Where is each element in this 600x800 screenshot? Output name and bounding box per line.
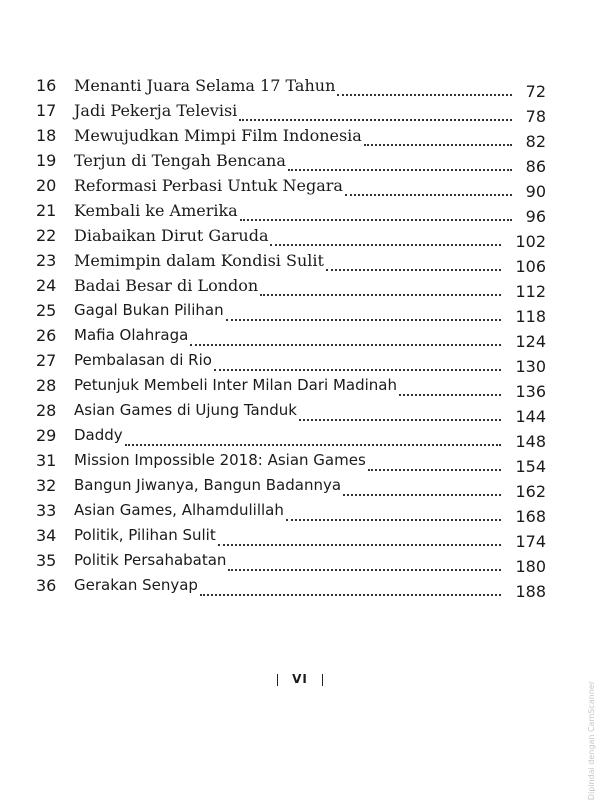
toc-leader-dots	[343, 494, 501, 496]
toc-entry-title: Asian Games, Alhamdulillah	[74, 501, 284, 519]
toc-leader-dots	[299, 419, 501, 421]
page-footer	[0, 672, 600, 686]
toc-leader-dots	[288, 169, 512, 171]
toc-entry-number: 17	[36, 101, 57, 120]
scanner-watermark: Dipindai dengan CamScanner	[587, 681, 596, 800]
toc-entry	[32, 101, 552, 127]
toc-entry-title: Menanti Juara Selama 17 Tahun	[74, 76, 336, 95]
toc-leader-dots	[240, 219, 512, 221]
toc-entry-page: 148	[515, 432, 546, 451]
page-number: VI	[292, 672, 308, 686]
toc-entry-page: 124	[515, 332, 546, 351]
toc-entry-title: Gagal Bukan Pilihan	[74, 301, 224, 319]
toc-entry-page: 72	[525, 82, 546, 101]
toc-entry-page: 86	[525, 157, 546, 176]
toc-entry-title: Politik, Pilihan Sulit	[74, 526, 216, 544]
toc-leader-dots	[270, 244, 501, 246]
toc-entry-title: Bangun Jiwanya, Bangun Badannya	[74, 476, 342, 494]
toc-entry	[32, 476, 552, 502]
toc-entry	[32, 76, 552, 102]
toc-entry-page: 168	[515, 507, 546, 526]
toc-entry-number: 24	[36, 276, 57, 295]
toc-leader-dots	[125, 444, 501, 446]
toc-entry-page: 188	[515, 582, 546, 601]
toc-entry	[32, 401, 552, 427]
toc-entry-page: 130	[515, 357, 546, 376]
toc-entry-title: Asian Games di Ujung Tanduk	[74, 401, 297, 419]
toc-entry	[32, 376, 552, 402]
toc-entry-title: Jadi Pekerja Televisi	[74, 101, 238, 120]
toc-entry-page: 162	[515, 482, 546, 501]
toc-entry	[32, 551, 552, 577]
toc-entry-title: Memimpin dalam Kondisi Sulit	[74, 251, 324, 270]
toc-entry-number: 19	[36, 151, 57, 170]
toc-leader-dots	[214, 369, 501, 371]
toc-entry-title: Gerakan Senyap	[74, 576, 198, 594]
toc-leader-dots	[326, 269, 501, 271]
toc-leader-dots	[345, 194, 512, 196]
toc-entry-title: Daddy	[74, 426, 123, 444]
toc-entry-number: 29	[36, 426, 57, 445]
toc-entry-number: 20	[36, 176, 57, 195]
toc-entry-page: 106	[515, 257, 546, 276]
toc-entry-number: 33	[36, 501, 57, 520]
toc-entry	[32, 126, 552, 152]
toc-entry-page: 102	[515, 232, 546, 251]
toc-leader-dots	[200, 594, 501, 596]
toc-entry-title: Mewujudkan Mimpi Film Indonesia	[74, 126, 362, 145]
toc-entry	[32, 201, 552, 227]
toc-entry-page: 118	[515, 307, 546, 326]
toc-entry	[32, 176, 552, 202]
toc-entry-number: 34	[36, 526, 57, 545]
toc-entry-number: 35	[36, 551, 57, 570]
toc-entry	[32, 451, 552, 477]
toc-entry-page: 78	[525, 107, 546, 126]
toc-entry-number: 31	[36, 451, 57, 470]
toc-entry	[32, 326, 552, 352]
toc-entry-title: Mission Impossible 2018: Asian Games	[74, 451, 366, 469]
toc-entry-number: 26	[36, 326, 57, 345]
toc-entry	[32, 276, 552, 302]
toc-entry-title: Petunjuk Membeli Inter Milan Dari Madinah	[74, 376, 397, 394]
footer-divider-right	[322, 674, 323, 686]
toc-entry-number: 25	[36, 301, 57, 320]
toc-leader-dots	[399, 394, 501, 396]
toc-entry-number: 18	[36, 126, 57, 145]
toc-entry-title: Kembali ke Amerika	[74, 201, 238, 220]
toc-entry-number: 36	[36, 576, 57, 595]
toc-entry-number: 16	[36, 76, 57, 95]
toc-entry-page: 144	[515, 407, 546, 426]
toc-entry-title: Diabaikan Dirut Garuda	[74, 226, 269, 245]
toc-leader-dots	[337, 94, 512, 96]
toc-leader-dots	[226, 319, 501, 321]
toc-leader-dots	[239, 119, 512, 121]
toc-entry-number: 22	[36, 226, 57, 245]
footer-divider-left	[277, 674, 278, 686]
toc-entry-number: 27	[36, 351, 57, 370]
toc-entry-number: 28	[36, 401, 57, 420]
toc-entry-page: 174	[515, 532, 546, 551]
toc-leader-dots	[218, 544, 501, 546]
toc-entry-title: Terjun di Tengah Bencana	[74, 151, 286, 170]
toc-entry-title: Badai Besar di London	[74, 276, 259, 295]
toc-entry	[32, 501, 552, 527]
toc-entry-page: 96	[525, 207, 546, 226]
toc-entry-title: Politik Persahabatan	[74, 551, 227, 569]
toc-entry-page: 154	[515, 457, 546, 476]
toc-entry	[32, 351, 552, 377]
toc-leader-dots	[228, 569, 501, 571]
toc-entry-number: 23	[36, 251, 57, 270]
toc-leader-dots	[260, 294, 501, 296]
toc-entry-number: 32	[36, 476, 57, 495]
toc-entry	[32, 576, 552, 602]
toc-entry	[32, 151, 552, 177]
toc-leader-dots	[286, 519, 501, 521]
toc-leader-dots	[368, 469, 501, 471]
toc-entry-page: 82	[525, 132, 546, 151]
toc-entry	[32, 426, 552, 452]
toc-entry	[32, 301, 552, 327]
toc-entry	[32, 526, 552, 552]
toc-entry-title: Pembalasan di Rio	[74, 351, 212, 369]
toc-entry-title: Mafia Olahraga	[74, 326, 189, 344]
toc-leader-dots	[364, 144, 512, 146]
toc-entry-number: 21	[36, 201, 57, 220]
toc-entry-page: 112	[515, 282, 546, 301]
toc-entry-page: 136	[515, 382, 546, 401]
toc-entry	[32, 251, 552, 277]
toc-entry-title: Reformasi Perbasi Untuk Negara	[74, 176, 343, 195]
toc-leader-dots	[190, 344, 501, 346]
toc-entry-page: 90	[525, 182, 546, 201]
toc-entry-page: 180	[515, 557, 546, 576]
toc-entry-number: 28	[36, 376, 57, 395]
toc-entry	[32, 226, 552, 252]
